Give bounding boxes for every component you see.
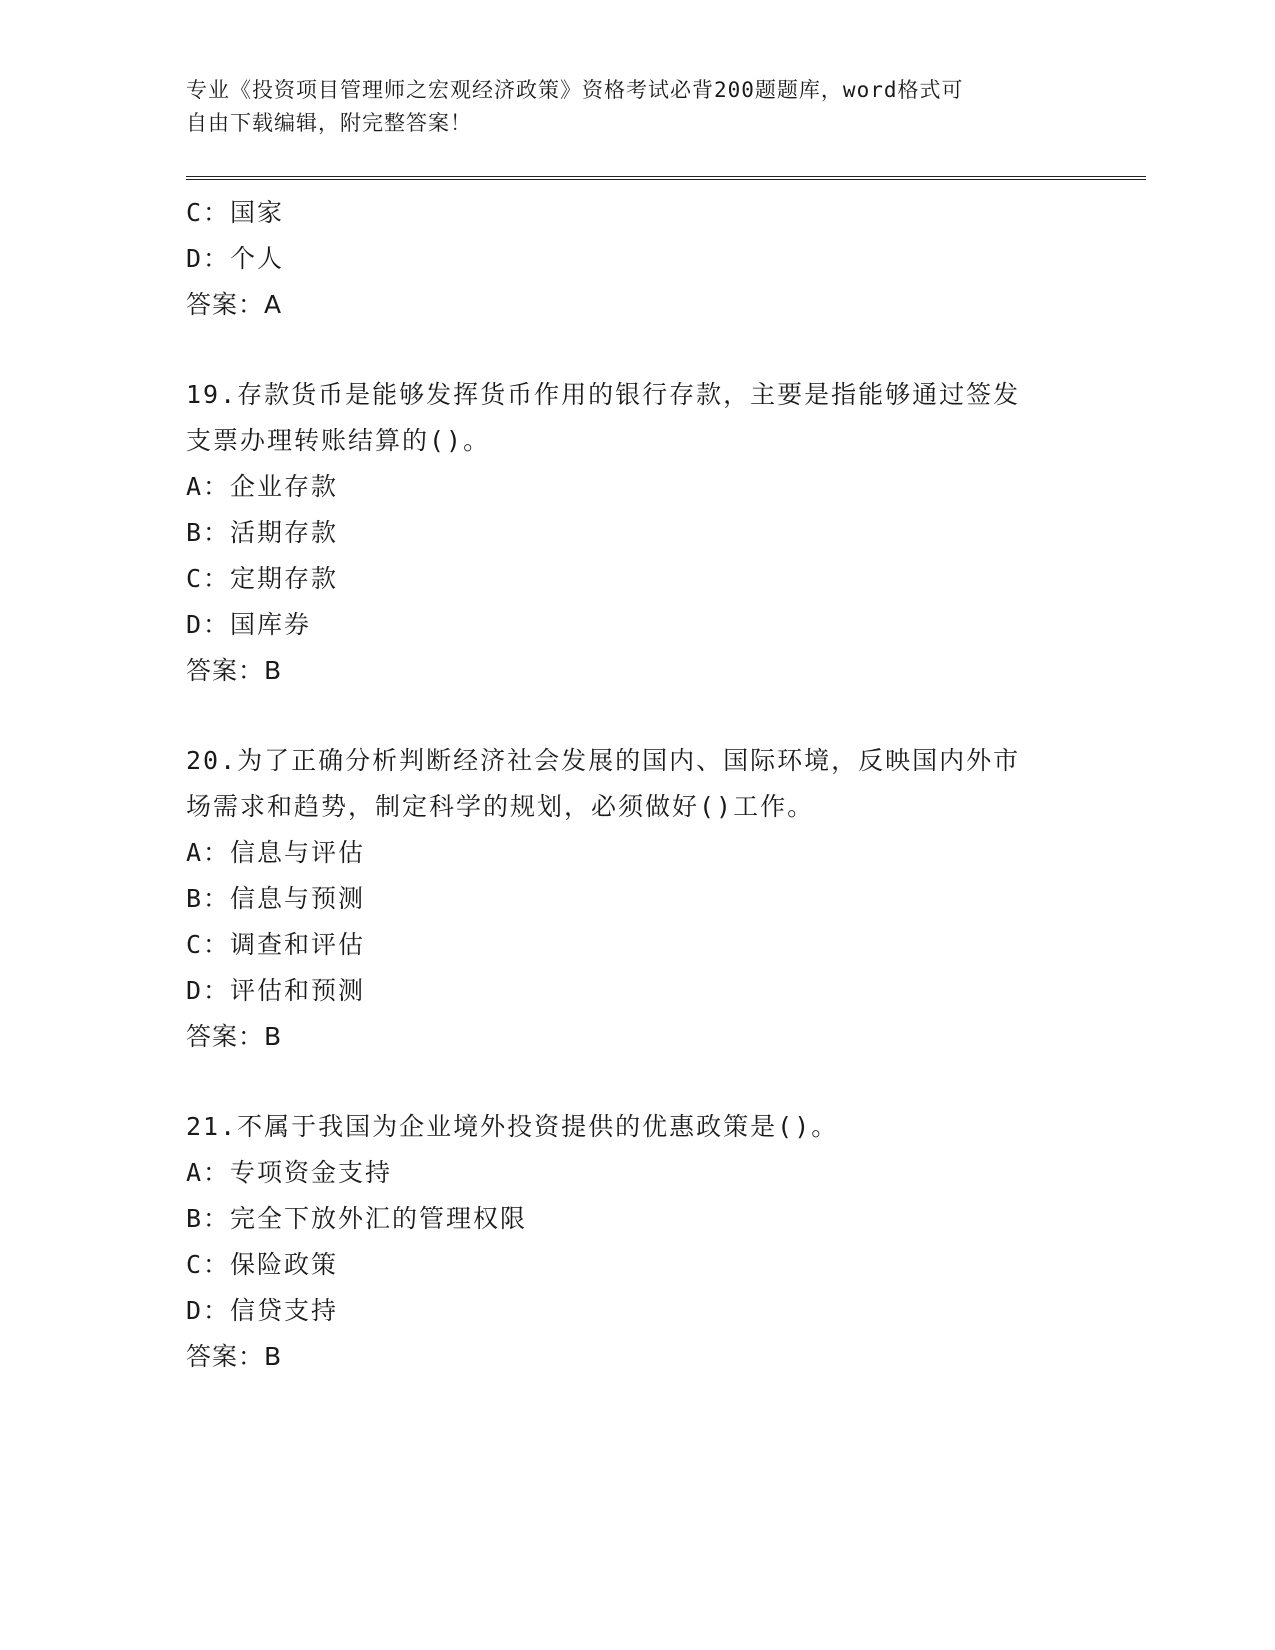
option-b: B：活期存款 <box>186 518 339 547</box>
question-block-19 <box>186 372 1086 694</box>
question-block-20 <box>186 738 1086 1060</box>
answer-line: 答案：B <box>186 1342 283 1371</box>
question-text-line: 19.存款货币是能够发挥货币作用的银行存款，主要是指能够通过签发 <box>186 380 1021 409</box>
spacer <box>186 328 1086 372</box>
option-d: D：信贷支持 <box>186 1296 339 1325</box>
option-b: B：信息与预测 <box>186 884 366 913</box>
option-a: A：专项资金支持 <box>186 1158 393 1187</box>
header-line-1: 专业《投资项目管理师之宏观经济政策》资格考试必背200题题库，word格式可 <box>186 78 964 102</box>
answer-line: 答案：B <box>186 1022 283 1051</box>
option-d: D：个人 <box>186 244 285 273</box>
question-list <box>186 190 1086 1380</box>
option-b: B：完全下放外汇的管理权限 <box>186 1204 528 1233</box>
spacer <box>186 1060 1086 1104</box>
question-text-line: 支票办理转账结算的()。 <box>186 426 491 455</box>
question-text-line: 场需求和趋势，制定科学的规划，必须做好()工作。 <box>186 792 815 821</box>
spacer <box>186 694 1086 738</box>
option-c: C：保险政策 <box>186 1250 339 1279</box>
option-a: A：信息与评估 <box>186 838 366 867</box>
document-header <box>186 74 1066 140</box>
header-line-2: 自由下载编辑，附完整答案！ <box>186 111 472 135</box>
header-divider <box>186 176 1146 180</box>
option-c: C：国家 <box>186 198 285 227</box>
answer-line: 答案：A <box>186 290 283 319</box>
question-text-line: 20.为了正确分析判断经济社会发展的国内、国际环境，反映国内外市 <box>186 746 1021 775</box>
question-block-21 <box>186 1104 1086 1380</box>
option-c: C：定期存款 <box>186 564 339 593</box>
option-c: C：调查和评估 <box>186 930 366 959</box>
question-text-line: 21.不属于我国为企业境外投资提供的优惠政策是()。 <box>186 1112 839 1141</box>
prev-question-block <box>186 190 1086 328</box>
option-d: D：国库券 <box>186 610 312 639</box>
option-a: A：企业存款 <box>186 472 339 501</box>
answer-line: 答案：B <box>186 656 283 685</box>
option-d: D：评估和预测 <box>186 976 366 1005</box>
